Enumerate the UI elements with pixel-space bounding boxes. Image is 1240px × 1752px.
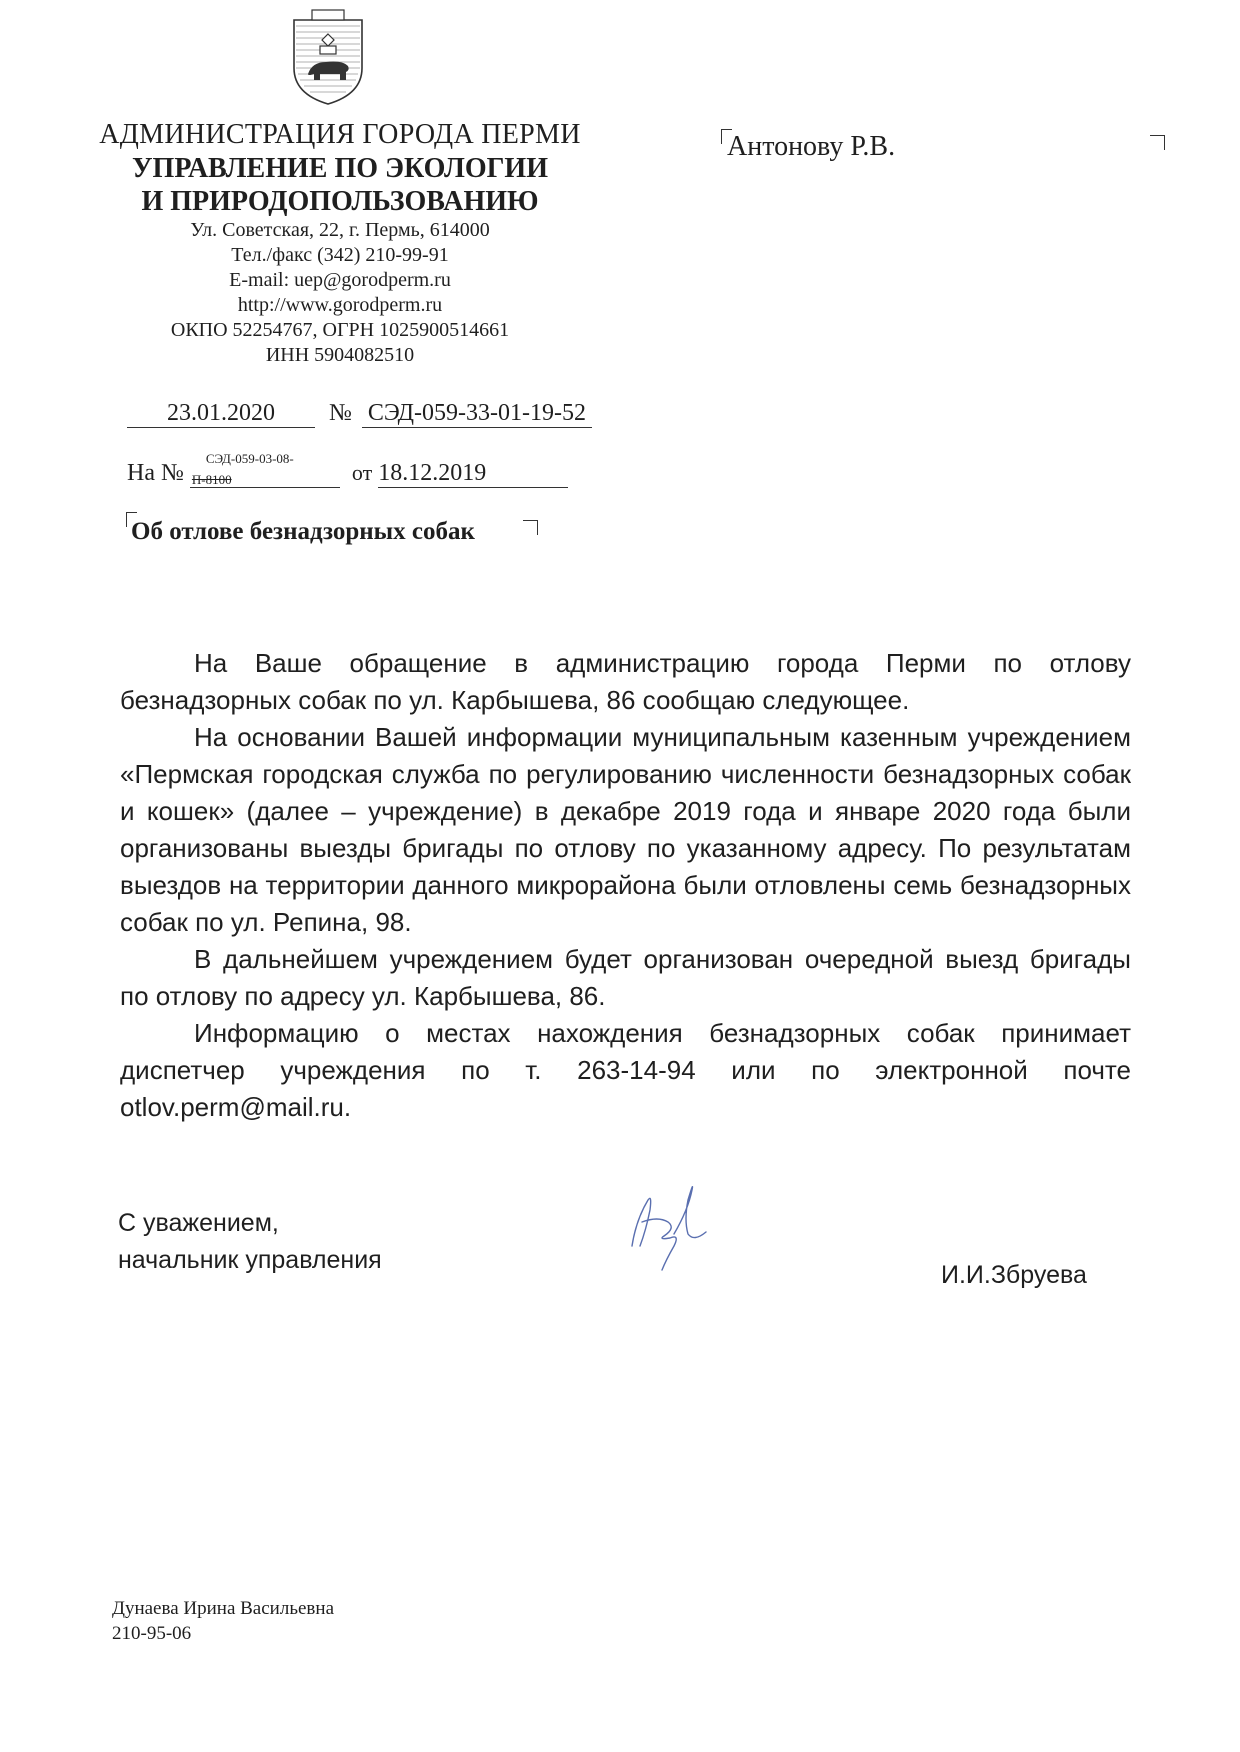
paragraph-1: На Ваше обращение в администрацию города Перми по отлову безнадзорных собак по ул. Карбышева, 86 сообщаю следующее. [120,648,1131,715]
paragraph-2: На основании Вашей информации муниципальным казенным учреждением «Пермская городская служба по регулированию численности безнадзорных собак и кошек» (далее – учреждение) в декабре 2019 года и январе 2020 года были организованы выезды бригады по отлову по указанному адресу. По результатам выездов на территории данного микрорайона были отловлены семь безнадзорных собак по ул. Репина, 98. [120,722,1131,937]
department-title-line2: И ПРИРОДОПОЛЬЗОВАНИЮ [141,186,539,217]
letterhead [70,118,610,368]
signer-position: начальник управления [118,1246,382,1274]
paragraph-4: Информацию о местах нахождения безнадзорных собак принимает диспетчер учреждения по т. 263-14-94 или по электронной почте otlov.perm@mail.ru. [120,1018,1131,1122]
from-label: от [351,460,373,485]
ref-date: 18.12.2019 [378,460,568,488]
okpo-ogrn: ОКПО 52254767, ОГРН 1025900514661 [170,319,510,341]
regards: С уважением, [118,1209,279,1237]
ref-number [190,451,340,488]
ref-number-line1: СЭД-059-03-08- [205,451,294,466]
address: Ул. Советская, 22, г. Пермь, 614000 [190,219,490,241]
subject-corner-right [523,520,538,535]
outgoing-registration [127,400,592,428]
website: http://www.gorodperm.ru [237,294,443,316]
letter-body [120,645,1131,1126]
phone-fax: Тел./факс (342) 210-99-91 [231,244,449,266]
subject: Об отлове безнадзорных собак [131,518,475,545]
signer-name: И.И.Збруева [941,1261,1087,1289]
inn: ИНН 5904082510 [265,344,415,366]
addressee: Антонову Р.В. [727,131,896,162]
incoming-reference [127,451,568,488]
handwritten-signature [618,1150,718,1280]
executor-name: Дунаева Ирина Васильевна [112,1598,334,1619]
ref-label: На № [127,460,184,486]
outgoing-number: СЭД-059-33-01-19-52 [362,400,592,428]
administration-title: АДМИНИСТРАЦИЯ ГОРОДА ПЕРМИ [99,119,581,150]
perm-coat-of-arms-icon [290,6,366,106]
paragraph-3: В дальнейшем учреждением будет организован очередной выезд бригады по отлову по адресу ул. Карбышева, 86. [120,944,1131,1011]
outgoing-date: 23.01.2020 [127,400,315,428]
email: E-mail: uep@gorodperm.ru [229,269,451,291]
executor [112,1596,334,1646]
addressee-corner-right [1150,135,1165,150]
number-label: № [329,400,352,426]
ref-number-line2: П-8100 [191,472,232,487]
closing [118,1205,382,1279]
department-title-line1: УПРАВЛЕНИЕ ПО ЭКОЛОГИИ [131,153,548,184]
executor-phone: 210-95-06 [112,1623,192,1644]
